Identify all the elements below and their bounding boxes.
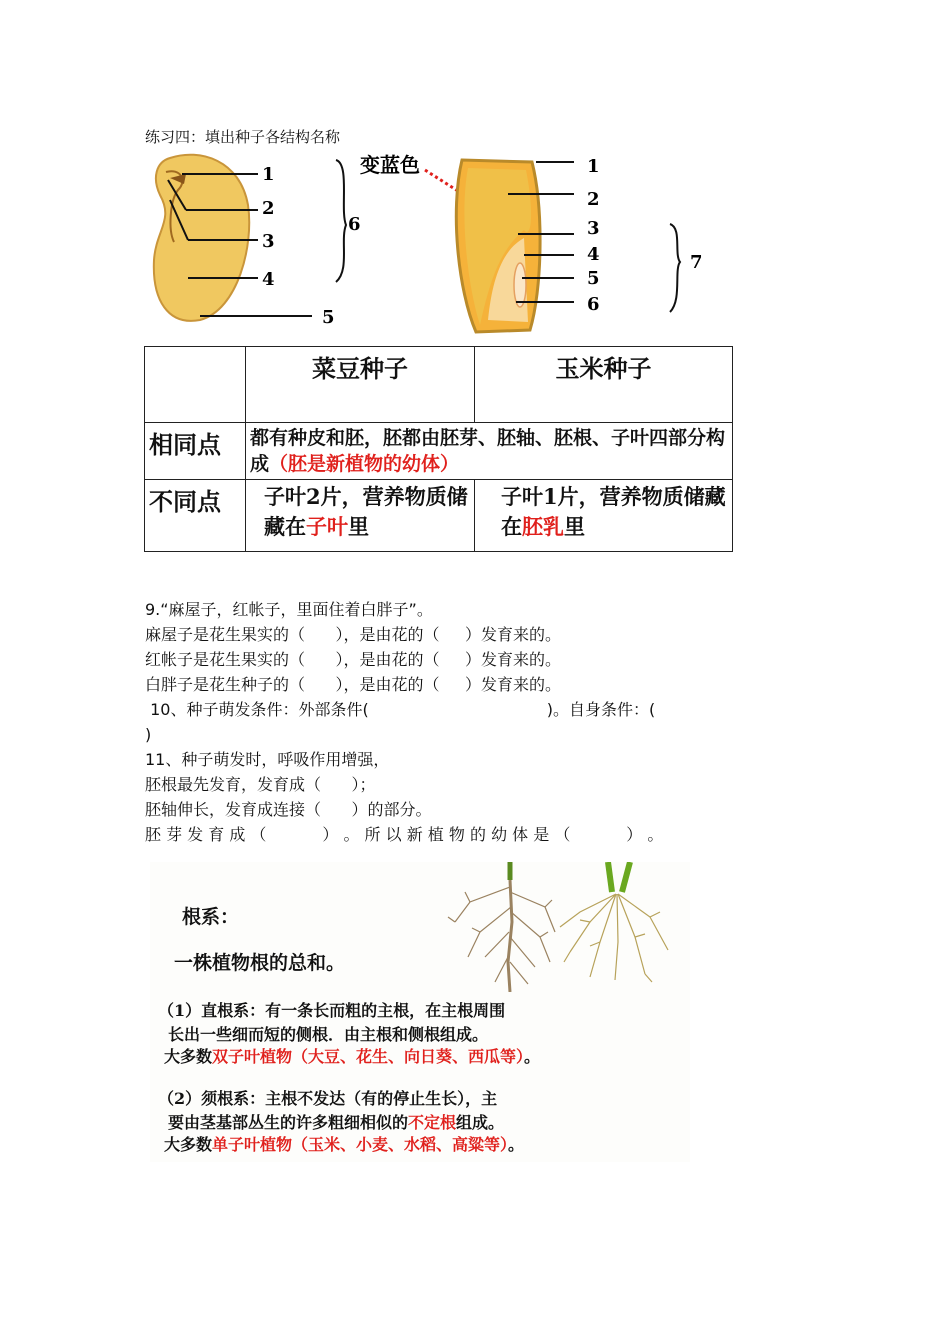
row-same-label: 相同点 (145, 423, 246, 480)
roots-title: 根系： (182, 906, 240, 928)
fibrous-line-2: 要由茎基部丛生的许多粗细相似的不定根组成。 (168, 1113, 505, 1132)
corn-label-5: 5 (587, 268, 600, 289)
corn-label-4: 4 (587, 244, 600, 265)
bean-seed-illustration (154, 155, 249, 321)
bean-label-3: 3 (262, 231, 275, 252)
taproot-line-1: （1）直根系：有一条长而粗的主根，在主根周围 (158, 1001, 506, 1020)
taproot-line-3: 大多数双子叶植物（大豆、花生、向日葵、西瓜等）。 (164, 1047, 541, 1066)
corn-diff-cell: 子叶1片，营养物质储藏在胚乳里 (475, 480, 733, 552)
question-11b: 胚轴伸长，发育成连接（ ）的部分。 (145, 800, 432, 819)
row-same-content: 都有种皮和胚，胚都由胚芽、胚轴、胚根、子叶四部分构成（胚是新植物的幼体） (246, 423, 733, 480)
corn-label-3: 3 (587, 218, 600, 239)
roots-definition: 一株植物根的总和。 (174, 952, 346, 974)
fibrous-line-3: 大多数单子叶植物（玉米、小麦、水稻、高粱等）。 (164, 1135, 525, 1154)
corn-label-1: 1 (587, 156, 600, 177)
fibrous-root-illustration (560, 862, 668, 982)
root-illustrations (440, 862, 680, 992)
question-11: 11、种子萌发时，呼吸作用增强， (145, 750, 390, 769)
corn-label-2: 2 (587, 189, 600, 210)
question-10: 10、种子萌发条件：外部条件( )。自身条件：( (145, 700, 656, 719)
fibrous-line-1: （2）须根系：主根不发达（有的停止生长），主 (158, 1089, 498, 1108)
root-system-panel (150, 862, 690, 1162)
seed-comparison-table (144, 346, 733, 552)
row-diff-label: 不同点 (145, 480, 246, 552)
bean-label-1: 1 (262, 164, 275, 185)
corn-note: 变蓝色 (360, 153, 420, 177)
question-10-cont: ) (145, 725, 152, 744)
header-bean: 菜豆种子 (246, 347, 475, 423)
corn-label-6: 6 (587, 294, 600, 315)
question-9: 9.“麻屋子，红帐子，里面住着白胖子”。 (145, 600, 433, 619)
question-11a: 胚根最先发育，发育成（ ）； (145, 775, 376, 794)
question-11c: 胚 芽 发 育 成 （ ） 。 所 以 新 植 物 的 幼 体 是 （ ） 。 (145, 825, 664, 844)
exercise-heading: 练习四：填出种子各结构名称 (145, 128, 341, 146)
corn-label-7: 7 (690, 252, 703, 273)
bean-label-2: 2 (262, 198, 275, 219)
question-9c: 白胖子是花生种子的（ ），是由花的（ ）发育来的。 (145, 675, 561, 694)
bean-label-4: 4 (262, 269, 275, 290)
bean-diff-cell: 子叶2片，营养物质储藏在子叶里 (246, 480, 475, 552)
header-corn: 玉米种子 (475, 347, 733, 423)
seed-diagrams (140, 150, 740, 335)
question-9a: 麻屋子是花生果实的（ ），是由花的（ ）发育来的。 (145, 625, 561, 644)
bean-label-5: 5 (322, 307, 335, 328)
taproot-illustration (448, 862, 555, 992)
bean-label-6: 6 (348, 214, 361, 235)
question-9b: 红帐子是花生果实的（ ），是由花的（ ）发育来的。 (145, 650, 561, 669)
taproot-line-2: 长出一些细而短的侧根．由主根和侧根组成。 (168, 1025, 489, 1044)
table-corner (145, 347, 246, 423)
